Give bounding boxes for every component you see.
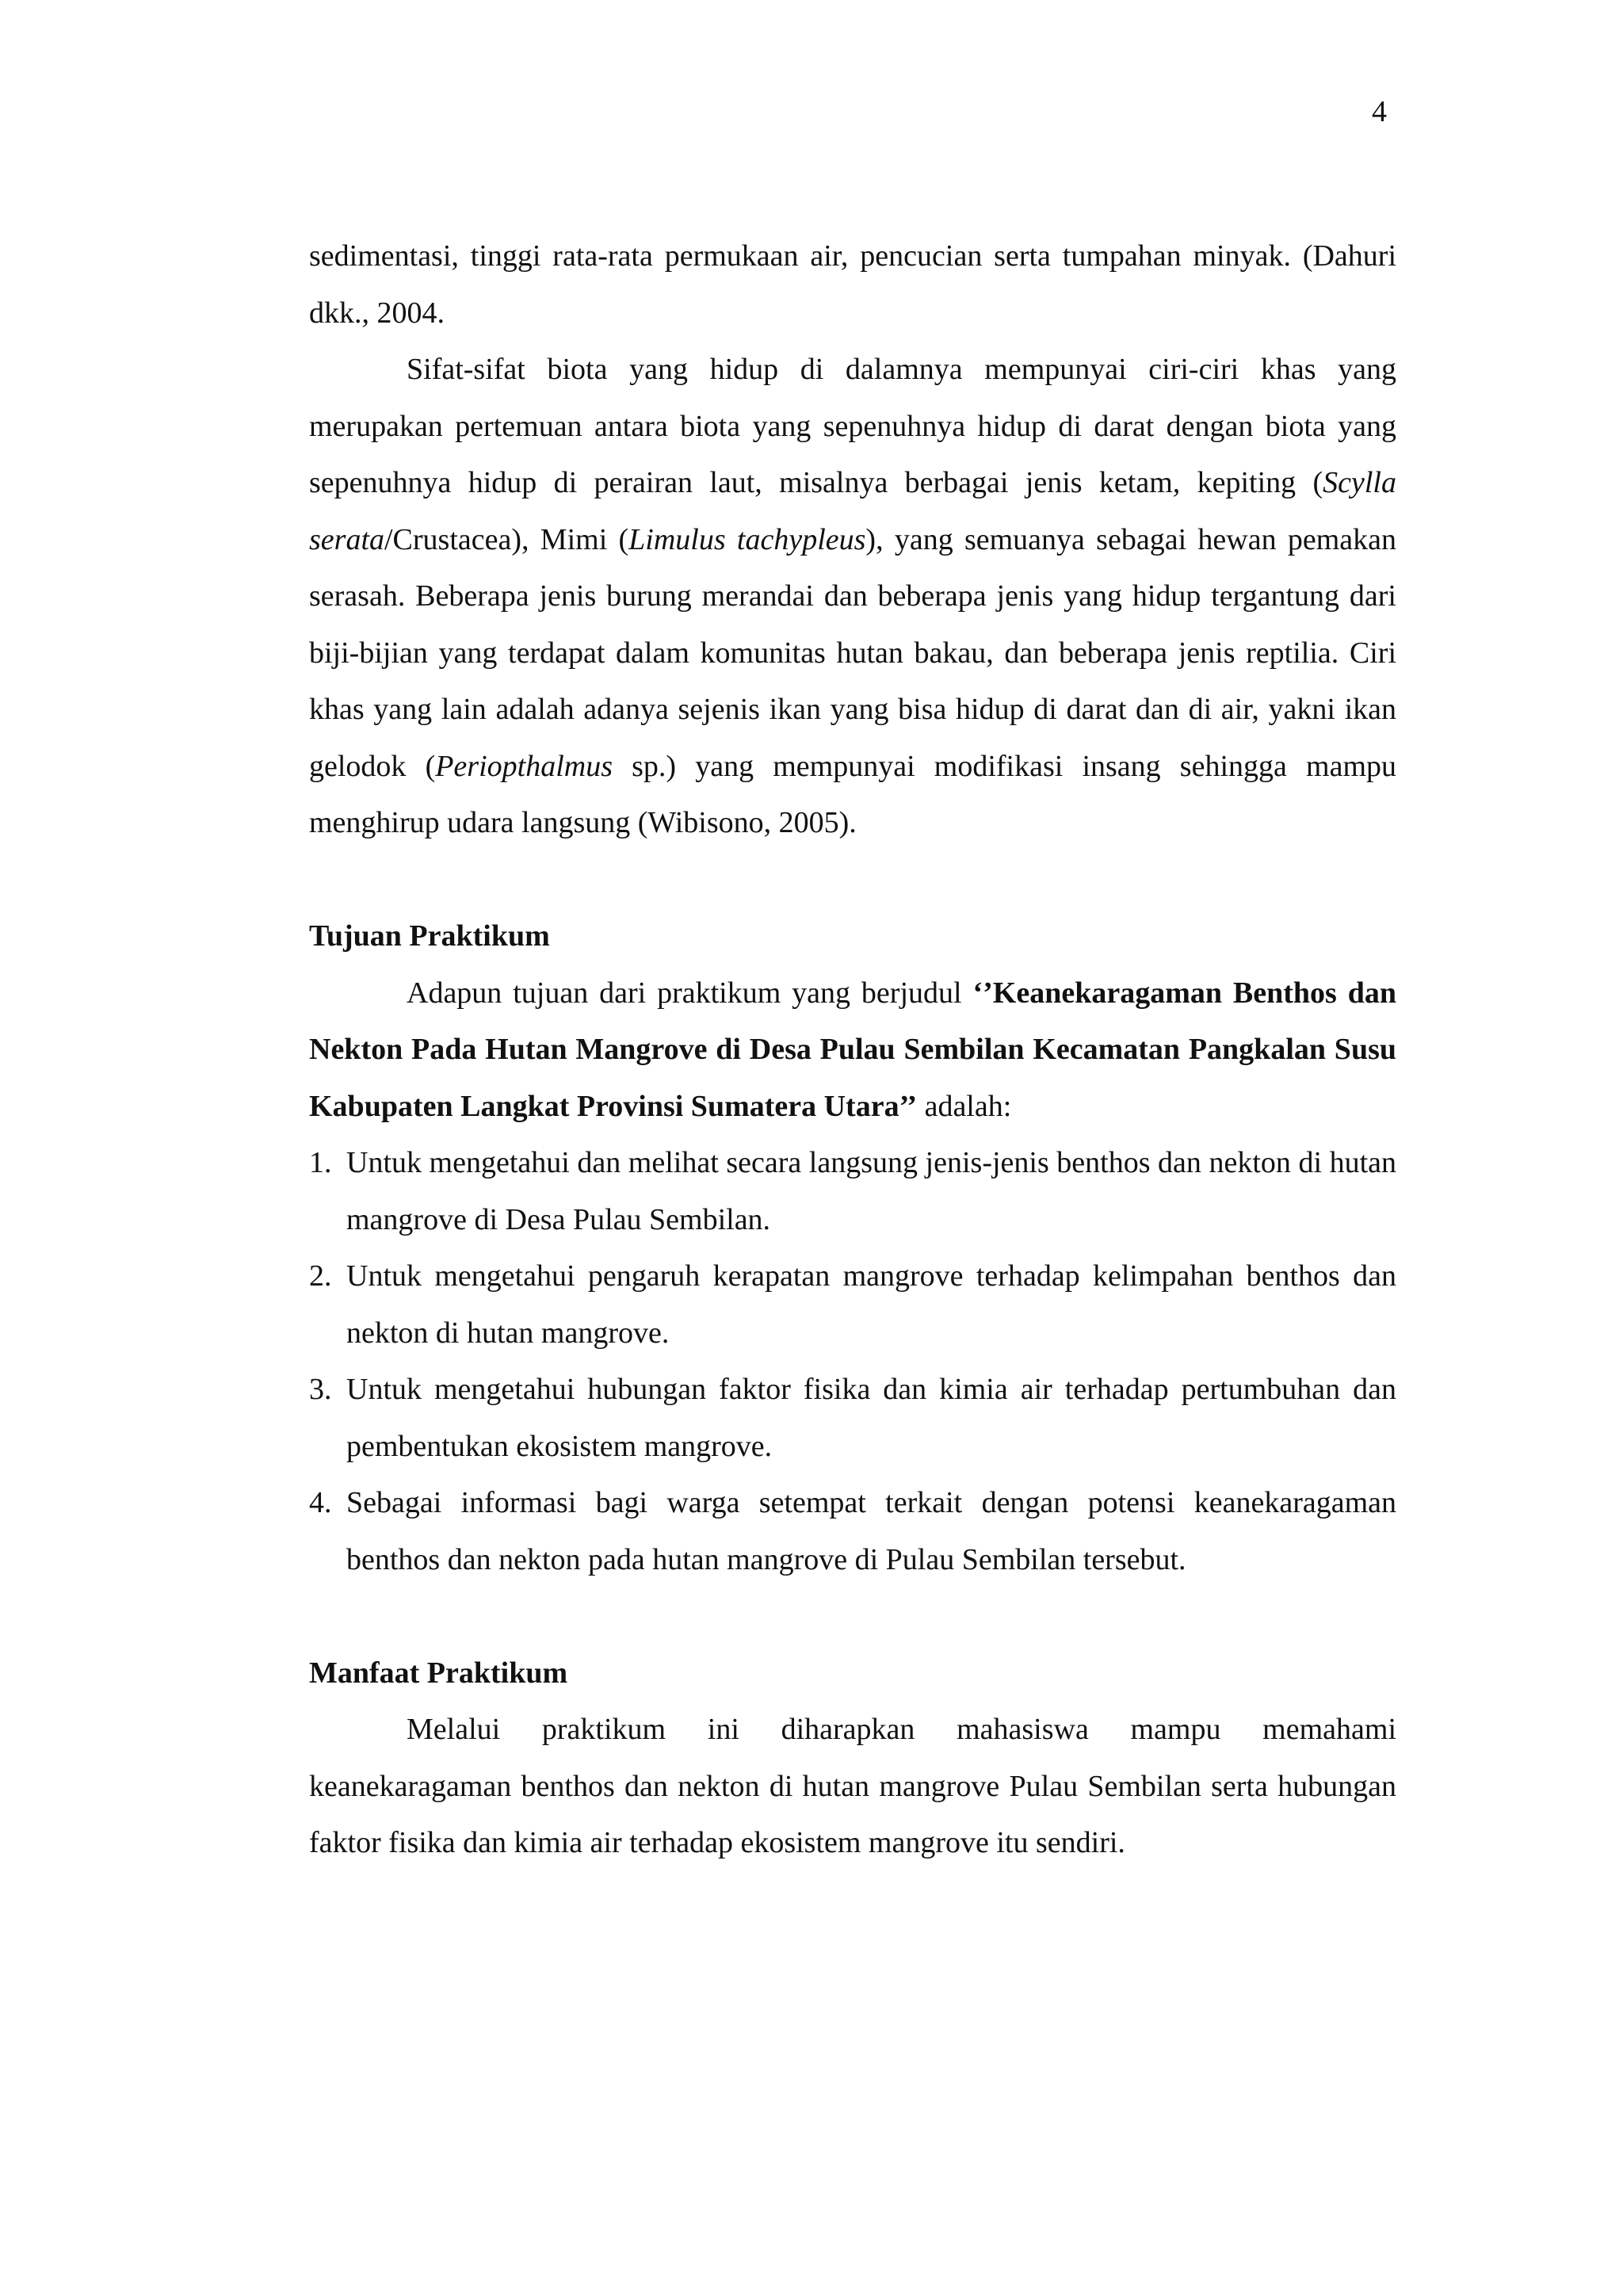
list-item-text: Untuk mengetahui hubungan faktor fisika dan kimia air terhadap pertumbuhan dan pembentukan ekosistem mangrove. — [346, 1373, 1396, 1463]
text-segment: adalah: — [917, 1089, 1012, 1123]
page-number: 4 — [1372, 95, 1387, 128]
text-segment: sp.) yang mempunyai modifikasi insang sehingga mampu menghirup udara langsung (Wibisono, 2005). — [309, 749, 1396, 839]
text-segment: Adapun tujuan dari praktikum yang berjudul — [407, 976, 973, 1010]
list-number: 1. — [309, 1146, 332, 1179]
paragraph-sifat-biota — [309, 342, 1396, 852]
list-number: 3. — [309, 1373, 332, 1406]
section-spacer — [309, 852, 1396, 909]
paragraph-tujuan-intro — [309, 965, 1396, 1136]
tujuan-list — [309, 1135, 1396, 1588]
document-body — [309, 228, 1396, 1872]
list-number: 4. — [309, 1486, 332, 1519]
text-segment: /Crustacea), Mimi ( — [384, 522, 629, 556]
list-item — [309, 1475, 1396, 1588]
text-segment: Sifat-sifat biota yang hidup di dalamnya mempunyai ciri-ciri khas yang merupakan pertemuan antara biota yang sepenuhnya hidup di darat dengan biota yang sepenuhnya hidup di perairan laut, misalnya berbagai jenis ketam, kepiting ( — [309, 353, 1396, 499]
heading-manfaat-praktikum: Manfaat Praktikum — [309, 1656, 568, 1690]
list-item — [309, 1248, 1396, 1362]
practicum-title: ‘’Keanekaragaman Benthos dan Nekton Pada Hutan Mangrove di Desa Pulau Sembilan Kecamatan Pangkalan Susu Kabupaten Langkat Provinsi Sumatera Utara’’ — [309, 976, 1396, 1123]
list-item-text: Untuk mengetahui pengaruh kerapatan mangrove terhadap kelimpahan benthos dan nekton di hutan mangrove. — [346, 1259, 1396, 1350]
list-number: 2. — [309, 1259, 332, 1293]
species-name-periopthalmus: Perioptha​lmus — [435, 749, 613, 783]
paragraph-manfaat: Melalui praktikum ini diharapkan mahasiswa mampu memahami keanekaragaman benthos dan nekton di hutan mangrove Pulau Sembilan serta hubungan faktor fisika dan kimia air terhadap ekosistem mangrove itu sendiri. — [309, 1713, 1396, 1859]
list-item — [309, 1362, 1396, 1475]
text-segment: ), yang semuanya sebagai hewan pemakan serasah. Beberapa jenis burung merandai dan beberapa jenis yang hidup tergantung dari biji-bijian yang terdapat dalam komunitas hutan bakau, dan beberapa jenis reptilia. Ciri khas yang lain adalah adanya sejenis ikan yang bisa hidup di darat dan di air, yakni ikan gelodok ( — [309, 522, 1396, 783]
heading-tujuan-praktikum: Tujuan Praktikum — [309, 919, 550, 953]
list-item-text: Sebagai informasi bagi warga setempat terkait dengan potensi keanekaragaman benthos dan nekton pada hutan mangrove di Pulau Sembilan tersebut. — [346, 1486, 1396, 1576]
list-item-text: Untuk mengetahui dan melihat secara langsung jenis-jenis benthos dan nekton di hutan mangrove di Desa Pulau Sembilan. — [346, 1146, 1396, 1236]
section-spacer — [309, 1588, 1396, 1645]
list-item — [309, 1135, 1396, 1248]
paragraph-sedimentasi: sedimentasi, tinggi rata-rata permukaan air, pencucian serta tumpahan minyak. (Dahuri dkk., 2004. — [309, 239, 1396, 330]
species-name-scylla: Scylla serata — [309, 466, 1396, 556]
species-name-limulus: Limulus tachypleus — [628, 522, 866, 556]
